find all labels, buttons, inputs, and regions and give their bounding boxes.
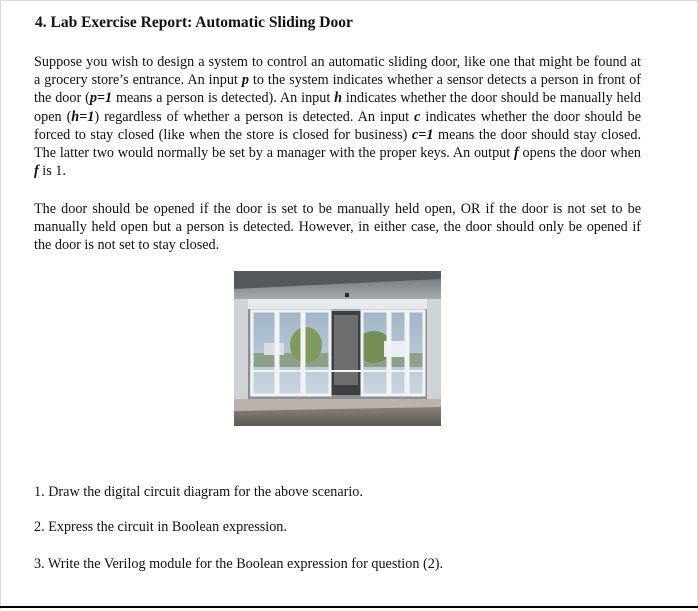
var-h: h	[334, 90, 343, 107]
var-p: p	[241, 72, 249, 89]
sliding-door-photo	[234, 271, 441, 426]
logic-paragraph: The door should be opened if the door is set to be manually held open, OR if the door is not set to be manually held open but a person is detected. However, in either case, the door should only be opened if the door is not set to stay closed.	[34, 201, 641, 254]
question-3: 3. Write the Verilog module for the Boolean expression for question (2).	[34, 556, 444, 572]
exercise-heading: 4. Lab Exercise Report: Automatic Sliding Door	[35, 14, 353, 31]
c-equals-1: c=1	[411, 126, 434, 143]
scenario-paragraph: Suppose you wish to design a system to control an automatic sliding door, like one that might be found at a grocery store’s entrance. An input p to the system indicates whether a sensor detects a person in front of the door (p=1 means a person is detected). An input h indicates whether the door should be manually held open (h=1) regardless of whether a person is detected. An input c indicates whether the door should be forced to stay closed (like when the store is closed for business) c=1 means the door should stay closed. The latter two would normally be set by a manager with the proper keys. An output f opens the door when f is 1.	[34, 54, 641, 180]
h-equals-1: h=1	[71, 108, 95, 125]
var-f-2: f	[34, 163, 39, 180]
p-equals-1: p=1	[89, 90, 113, 107]
question-2: 2. Express the circuit in Boolean expression.	[34, 519, 287, 535]
var-c: c	[414, 108, 421, 125]
bottom-border	[0, 606, 698, 608]
var-f: f	[514, 145, 519, 162]
question-1: 1. Draw the digital circuit diagram for the above scenario.	[34, 484, 363, 500]
